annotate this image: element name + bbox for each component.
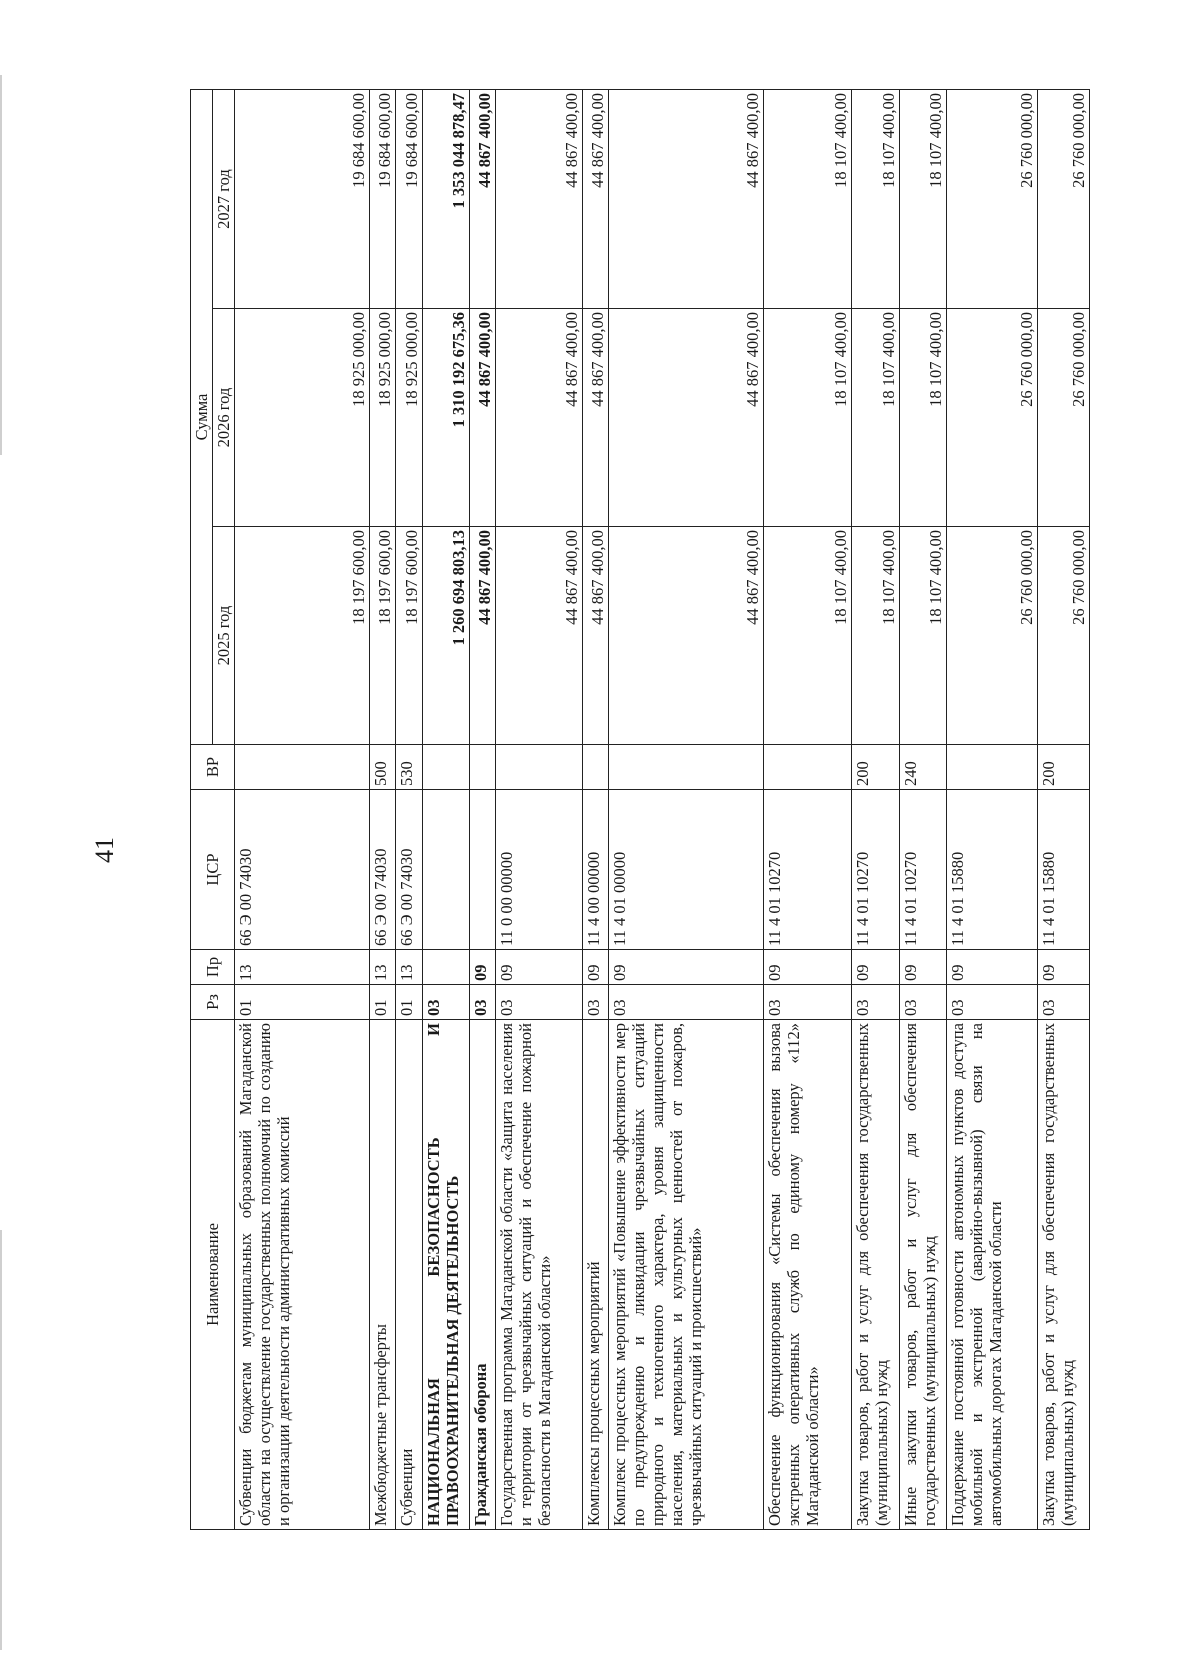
cell-y2025: 18 107 400,00	[763, 527, 851, 745]
cell-y2027: 18 107 400,00	[852, 89, 900, 308]
cell-y2025: 18 197 600,00	[396, 527, 423, 745]
cell-name: Межбюджетные трансферты	[369, 1020, 396, 1530]
cell-vr: 200	[1037, 745, 1089, 790]
table-row	[608, 89, 763, 1529]
cell-name: Обеспечение функционирования «Системы обеспечения вызова экстренных оперативных служб по единому номеру «112» Магаданской области»	[763, 1020, 851, 1530]
cell-vr	[608, 745, 763, 790]
cell-rz: 01	[369, 985, 396, 1020]
header-pr: Пр	[191, 950, 235, 985]
cell-name: Гражданская оборона	[470, 1020, 496, 1530]
cell-pr: 09	[763, 950, 851, 985]
cell-name: Государственная программа Магаданской области «Защита населения и территории от чрезвычайных ситуаций и обеспечение пожарной безопасности в Магаданской области»	[495, 1020, 582, 1530]
cell-vr: 200	[852, 745, 900, 790]
scan-edge-bottom	[0, 1230, 2, 1650]
table-row	[582, 89, 608, 1529]
cell-csr: 11 4 01 15880	[947, 790, 1037, 950]
table-row	[852, 89, 900, 1529]
cell-vr	[495, 745, 582, 790]
cell-csr: 11 4 01 15880	[1037, 790, 1089, 950]
cell-name: Комплекс процессных мероприятий «Повышение эффективности мер по предупреждению и ликвидации чрезвычайных ситуаций природного и техногенного характера, уровня защищенности населения, материальных и культурных ценностей от пожаров, чрезвычайных ситуаций и происшествий»	[608, 1020, 763, 1530]
page-number: 41	[90, 837, 119, 863]
table-row	[495, 89, 582, 1529]
header-sum: Сумма	[191, 89, 213, 744]
header-rz: Рз	[191, 985, 235, 1020]
cell-csr: 11 4 01 00000	[608, 790, 763, 950]
cell-y2026: 44 867 400,00	[470, 309, 496, 527]
table-row	[1037, 89, 1089, 1529]
cell-y2026: 44 867 400,00	[608, 309, 763, 527]
header-csr: ЦСР	[191, 790, 235, 950]
cell-csr: 11 4 01 10270	[852, 790, 900, 950]
cell-csr: 11 4 01 10270	[899, 790, 947, 950]
cell-y2027: 44 867 400,00	[470, 89, 496, 308]
scan-edge-top	[0, 75, 2, 455]
cell-y2027: 19 684 600,00	[396, 89, 423, 308]
cell-rz: 03	[422, 985, 470, 1020]
cell-name: Субвенции бюджетам муниципальных образований Магаданской области на осуществление государственных полномочий по созданию и организации деятельности административных комиссий	[235, 1020, 370, 1530]
cell-csr: 11 0 00 00000	[495, 790, 582, 950]
cell-name: Субвенции	[396, 1020, 423, 1530]
cell-pr: 13	[235, 950, 370, 985]
table-row	[470, 89, 496, 1529]
cell-y2025: 18 197 600,00	[369, 527, 396, 745]
cell-pr: 09	[899, 950, 947, 985]
budget-table-container	[190, 90, 1090, 1530]
cell-name: Комплексы процессных мероприятий	[582, 1020, 608, 1530]
cell-csr: 11 4 01 10270	[763, 790, 851, 950]
cell-y2025: 18 197 600,00	[235, 527, 370, 745]
cell-name: Иные закупки товаров, работ и услуг для обеспечения государственных (муниципальных) нужд	[899, 1020, 947, 1530]
cell-y2026: 18 925 000,00	[235, 309, 370, 527]
cell-csr: 66 Э 00 74030	[369, 790, 396, 950]
header-2025: 2025 год	[213, 527, 235, 745]
budget-table	[190, 89, 1090, 1530]
cell-pr: 13	[369, 950, 396, 985]
header-vr: ВР	[191, 745, 235, 790]
cell-rz: 01	[396, 985, 423, 1020]
cell-pr: 09	[608, 950, 763, 985]
cell-y2027: 18 107 400,00	[899, 89, 947, 308]
cell-rz: 01	[235, 985, 370, 1020]
cell-rz: 03	[763, 985, 851, 1020]
cell-pr: 09	[495, 950, 582, 985]
table-row	[422, 89, 470, 1529]
header-2026: 2026 год	[213, 309, 235, 527]
cell-rz: 03	[608, 985, 763, 1020]
cell-csr: 66 Э 00 74030	[235, 790, 370, 950]
cell-y2025: 44 867 400,00	[495, 527, 582, 745]
table-row	[947, 89, 1037, 1529]
cell-rz: 03	[852, 985, 900, 1020]
cell-rz: 03	[495, 985, 582, 1020]
cell-rz: 03	[947, 985, 1037, 1020]
table-row	[369, 89, 396, 1529]
cell-pr	[422, 950, 470, 985]
cell-y2026: 26 760 000,00	[1037, 309, 1089, 527]
header-name: Наименование	[191, 1020, 235, 1530]
cell-vr: 500	[369, 745, 396, 790]
cell-name: Закупка товаров, работ и услуг для обеспечения государственных (муниципальных) нужд	[852, 1020, 900, 1530]
cell-csr	[422, 790, 470, 950]
cell-y2026: 44 867 400,00	[495, 309, 582, 527]
cell-y2025: 1 260 694 803,13	[422, 527, 470, 745]
cell-y2027: 44 867 400,00	[608, 89, 763, 308]
cell-name: НАЦИОНАЛЬНАЯ БЕЗОПАСНОСТЬ И ПРАВООХРАНИТЕЛЬНАЯ ДЕЯТЕЛЬНОСТЬ	[422, 1020, 470, 1530]
cell-y2027: 44 867 400,00	[582, 89, 608, 308]
cell-vr	[582, 745, 608, 790]
cell-vr: 240	[899, 745, 947, 790]
cell-vr	[422, 745, 470, 790]
cell-csr: 11 4 00 00000	[582, 790, 608, 950]
cell-y2026: 18 925 000,00	[369, 309, 396, 527]
table-row	[396, 89, 423, 1529]
table-row	[235, 89, 370, 1529]
cell-vr	[763, 745, 851, 790]
cell-csr	[470, 790, 496, 950]
cell-rz: 03	[1037, 985, 1089, 1020]
cell-y2025: 44 867 400,00	[582, 527, 608, 745]
cell-y2026: 18 925 000,00	[396, 309, 423, 527]
cell-csr: 66 Э 00 74030	[396, 790, 423, 950]
cell-vr	[947, 745, 1037, 790]
cell-rz: 03	[470, 985, 496, 1020]
cell-y2027: 18 107 400,00	[763, 89, 851, 308]
cell-y2026: 44 867 400,00	[582, 309, 608, 527]
cell-pr: 13	[396, 950, 423, 985]
cell-vr: 530	[396, 745, 423, 790]
cell-y2025: 26 760 000,00	[1037, 527, 1089, 745]
cell-vr	[470, 745, 496, 790]
cell-y2026: 1 310 192 675,36	[422, 309, 470, 527]
cell-y2025: 26 760 000,00	[947, 527, 1037, 745]
cell-vr	[235, 745, 370, 790]
cell-y2026: 26 760 000,00	[947, 309, 1037, 527]
cell-rz: 03	[899, 985, 947, 1020]
cell-y2027: 26 760 000,00	[947, 89, 1037, 308]
table-row	[899, 89, 947, 1529]
cell-y2027: 1 353 044 878,47	[422, 89, 470, 308]
cell-y2027: 19 684 600,00	[235, 89, 370, 308]
cell-y2027: 26 760 000,00	[1037, 89, 1089, 308]
table-header	[191, 89, 235, 1529]
cell-y2026: 18 107 400,00	[852, 309, 900, 527]
cell-y2026: 18 107 400,00	[763, 309, 851, 527]
table-row	[763, 89, 851, 1529]
cell-y2027: 19 684 600,00	[369, 89, 396, 308]
cell-name: Поддержание постоянной готовности автономных пунктов доступа мобильной и экстренной (аварийно-вызывной) связи на автомобильных дорогах Магаданской области	[947, 1020, 1037, 1530]
cell-y2026: 18 107 400,00	[899, 309, 947, 527]
cell-pr: 09	[1037, 950, 1089, 985]
cell-name: Закупка товаров, работ и услуг для обеспечения государственных (муниципальных) нужд	[1037, 1020, 1089, 1530]
header-2027: 2027 год	[213, 89, 235, 308]
cell-y2025: 44 867 400,00	[608, 527, 763, 745]
cell-y2025: 18 107 400,00	[899, 527, 947, 745]
cell-y2027: 44 867 400,00	[495, 89, 582, 308]
cell-pr: 09	[470, 950, 496, 985]
cell-y2025: 44 867 400,00	[470, 527, 496, 745]
cell-rz: 03	[582, 985, 608, 1020]
cell-pr: 09	[947, 950, 1037, 985]
cell-pr: 09	[582, 950, 608, 985]
cell-pr: 09	[852, 950, 900, 985]
cell-y2025: 18 107 400,00	[852, 527, 900, 745]
table-body	[235, 89, 1090, 1529]
